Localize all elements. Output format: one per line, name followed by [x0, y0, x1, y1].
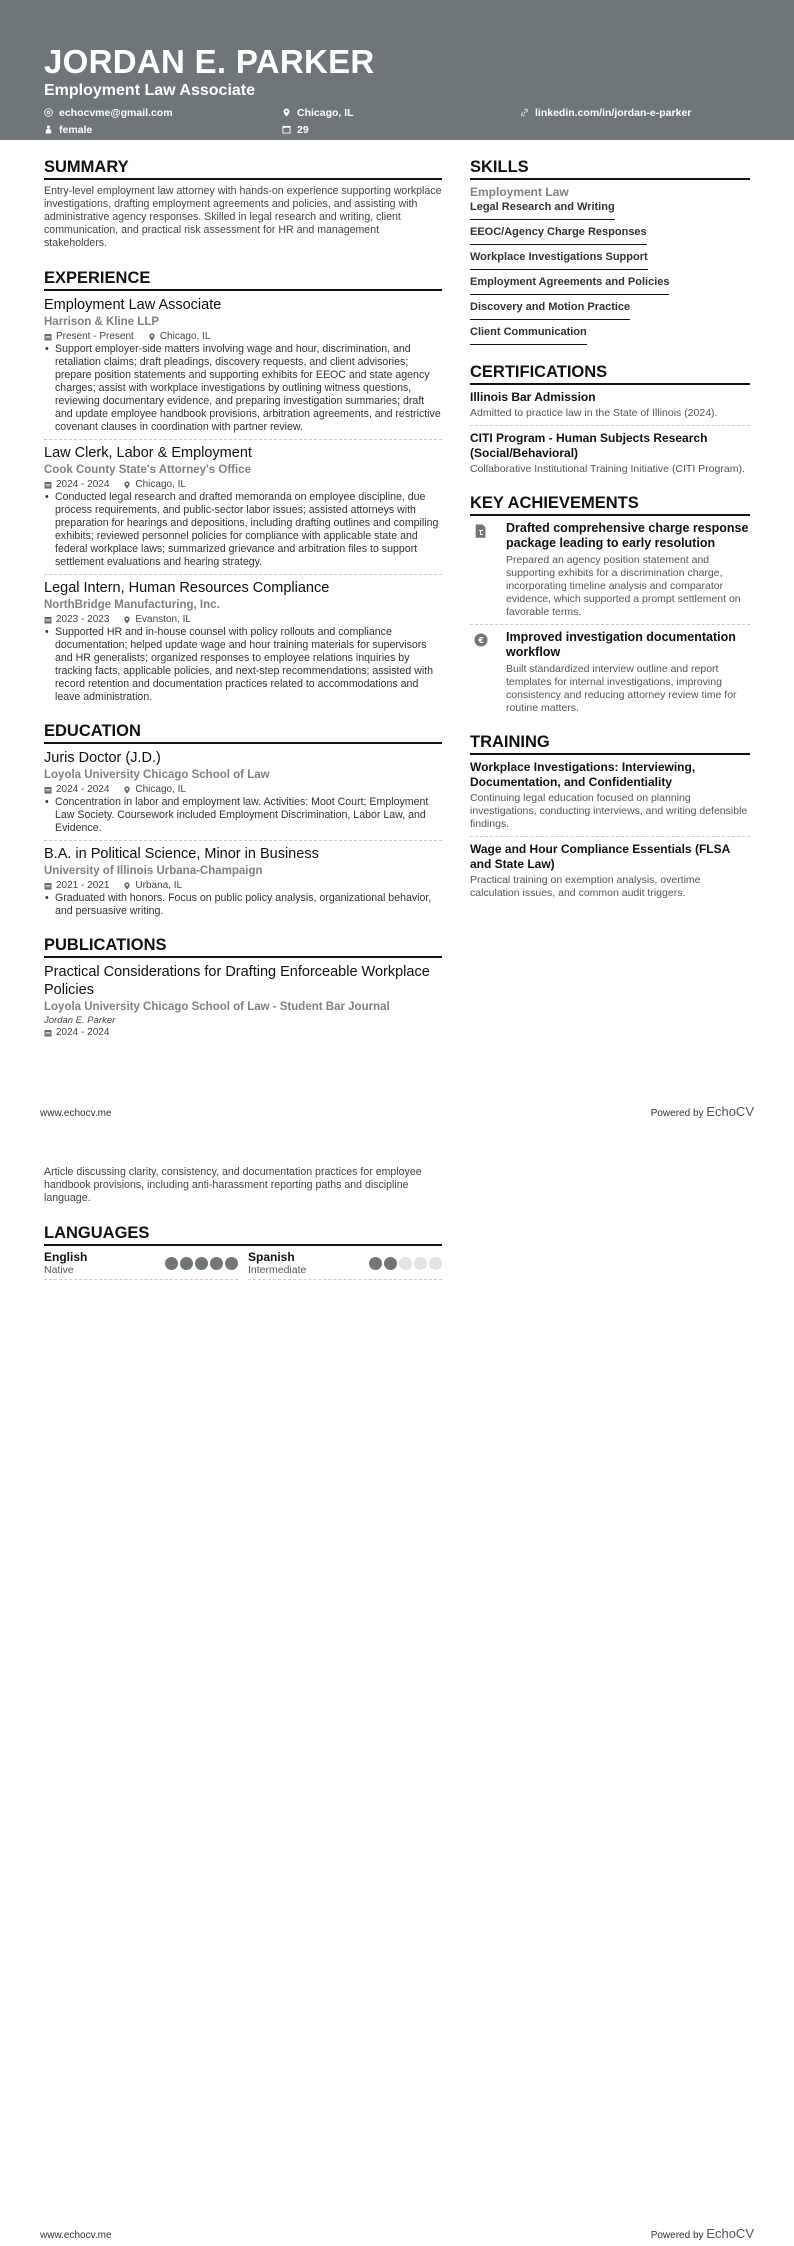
- training-section: [470, 732, 750, 905]
- job-title: Employment Law Associate: [44, 297, 222, 313]
- contact-info: [44, 105, 750, 137]
- page-footer: [40, 1104, 754, 1119]
- entry-location: Chicago, IL: [135, 479, 186, 490]
- job-title: Law Clerk, Labor & Employment: [44, 445, 252, 461]
- contact-location: [282, 105, 520, 120]
- brand-name: EchoCV: [706, 2226, 754, 2241]
- page-two-content: [44, 1166, 442, 1292]
- calendar-icon: [44, 1029, 52, 1037]
- entry-bullets: [44, 491, 442, 569]
- bullet: • Concentration in labor and employment law. Activities: Moot Court; Employment Law Society. Coursework included Employment Discrimination, Labor Law, and Evidence.: [44, 796, 442, 835]
- skill-item: Client Communication: [470, 325, 587, 345]
- location-pin-icon: [148, 333, 156, 341]
- certification-item: [470, 390, 750, 426]
- experience-section: [44, 268, 442, 709]
- school: University of Illinois Urbana-Champaign: [44, 865, 263, 877]
- email-text: echocvme@gmail.com: [59, 106, 173, 119]
- section-heading: TRAINING: [470, 732, 750, 755]
- entry-dates: Present - Present: [56, 331, 134, 342]
- calendar-icon: [44, 616, 52, 624]
- entry-meta: [44, 613, 442, 626]
- at-icon: [44, 108, 53, 117]
- candidate-name: JORDAN E. PARKER: [44, 43, 375, 80]
- training-item: [470, 842, 750, 905]
- education-section: [44, 721, 442, 923]
- rating-dot-empty: [399, 1257, 412, 1270]
- entry-meta: [44, 1026, 442, 1039]
- website-link[interactable]: www.echocv.me: [40, 2230, 112, 2241]
- entry-meta: [44, 330, 442, 343]
- employer: NorthBridge Manufacturing, Inc.: [44, 599, 220, 611]
- entry-dates: 2024 - 2024: [56, 479, 110, 490]
- entry-meta: [44, 879, 442, 892]
- location-pin-icon: [123, 481, 131, 489]
- location-pin-icon: [123, 616, 131, 624]
- language-level: Intermediate: [248, 1264, 307, 1276]
- section-heading: EDUCATION: [44, 721, 442, 744]
- languages-section: [44, 1223, 442, 1280]
- language-level: Native: [44, 1264, 74, 1276]
- experience-entry: [44, 579, 442, 709]
- achievement-title: Drafted comprehensive charge response package leading to early resolution: [506, 521, 749, 550]
- employer: Cook County State's Attorney's Office: [44, 464, 251, 476]
- contact-gender: [44, 122, 282, 137]
- entry-dates: 2024 - 2024: [56, 1027, 110, 1038]
- brand-name: EchoCV: [706, 1104, 754, 1119]
- achievement-description: Built standardized interview outline and report templates for internal investigations, improving consistency and reducing attorney review time for routine matters.: [506, 663, 737, 714]
- certification-description: Admitted to practice law in the State of Illinois (2024).: [470, 407, 718, 419]
- age-text: 29: [297, 123, 309, 136]
- training-title: Wage and Hour Compliance Essentials (FLSA and State Law): [470, 842, 730, 871]
- bullet: • Support employer-side matters involving wage and hour, discrimination, and retaliation claims; draft pleadings, discovery requests, and client advisories; prepare position statements and supporting exhibits for EEOC and state agency charges; assist with workplace investigations by outlining witness questions, reviewing documentary evidence, and preparing investigation summaries; draft and update employee handbook provisions, arbitration agreements, and restrictive covenant clauses in coordination with partner review.: [44, 343, 442, 434]
- linkedin-text: linkedin.com/in/jordan-e-parker: [535, 106, 692, 119]
- language-item: [248, 1251, 442, 1280]
- job-title: Legal Intern, Human Resources Compliance: [44, 580, 330, 596]
- gender-text: female: [59, 123, 93, 136]
- proficiency-rating: [369, 1257, 442, 1270]
- entry-location: Chicago, IL: [135, 784, 186, 795]
- rating-dot-filled: [195, 1257, 208, 1270]
- location-pin-icon: [123, 786, 131, 794]
- location-text: Chicago, IL: [297, 106, 354, 119]
- achievement-description: Prepared an agency position statement and supporting exhibits for a discrimination charge, incorporating timeline analysis and comparator evidence, which supported a prompt settlement on favorable terms.: [506, 554, 741, 618]
- languages-list: [44, 1251, 442, 1280]
- skill-item: Legal Research and Writing: [470, 200, 615, 220]
- document-icon: [470, 521, 492, 619]
- skill-category: Employment Law: [470, 185, 569, 199]
- entry-meta: [44, 478, 442, 491]
- calendar-icon: [44, 333, 52, 341]
- calendar-icon: [282, 125, 291, 134]
- achievement-item: [470, 521, 750, 625]
- language-name: English: [44, 1250, 88, 1264]
- calendar-icon: [44, 786, 52, 794]
- certifications-section: [470, 362, 750, 481]
- powered-by: Powered by EchoCV: [650, 1104, 754, 1119]
- rating-dot-filled: [369, 1257, 382, 1270]
- section-heading: SUMMARY: [44, 157, 442, 180]
- summary-text: Entry-level employment law attorney with hands-on experience supporting workplace investigations, drafting employment agreements and policies, and assisting with administrative agency responses. Skilled in legal research and writing, client communication, and practical risk assessment for HR and management stakeholders.: [44, 185, 442, 249]
- entry-location: Urbana, IL: [135, 880, 183, 891]
- training-title: Workplace Investigations: Interviewing, Documentation, and Confidentiality: [470, 760, 696, 789]
- certification-description: Collaborative Institutional Training Initiative (CITI Program).: [470, 463, 745, 475]
- publication-title: Practical Considerations for Drafting Enforceable Workplace Policies: [44, 964, 430, 998]
- entry-dates: 2024 - 2024: [56, 784, 110, 795]
- bullet: • Conducted legal research and drafted memoranda on employee discipline, due process requirements, and public-sector labor issues; assisted attorneys with preparation for hearings and depositions, including drafting outlines and compiling exhibits; reviewed personnel policies for compliance with applicable state and federal workplace laws; summarized grievance and arbitration files to support settlement evaluations and hearing strategy.: [44, 491, 442, 569]
- right-column: [470, 157, 750, 917]
- section-heading: PUBLICATIONS: [44, 935, 442, 958]
- publication-description: Article discussing clarity, consistency, and documentation practices for employee handbook provisions, including anti-harassment reporting paths and discipline language.: [44, 1166, 422, 1204]
- contact-age: [282, 122, 520, 137]
- language-name: Spanish: [248, 1250, 295, 1264]
- location-pin-icon: [123, 882, 131, 890]
- experience-entry: [44, 444, 442, 575]
- degree: B.A. in Political Science, Minor in Business: [44, 846, 319, 862]
- education-entry: [44, 845, 442, 923]
- rating-dot-filled: [180, 1257, 193, 1270]
- certification-title: CITI Program - Human Subjects Research (Social/Behavioral): [470, 431, 708, 460]
- page-footer: [40, 2226, 754, 2241]
- rating-dot-filled: [210, 1257, 223, 1270]
- proficiency-rating: [165, 1257, 238, 1270]
- calendar-icon: [44, 882, 52, 890]
- language-item: [44, 1251, 238, 1280]
- skill-item: EEOC/Agency Charge Responses: [470, 225, 647, 245]
- achievements-section: [470, 493, 750, 720]
- entry-bullets: [44, 343, 442, 434]
- skills-list: [470, 200, 750, 350]
- calendar-icon: [44, 481, 52, 489]
- rating-dot-empty: [414, 1257, 427, 1270]
- section-heading: CERTIFICATIONS: [470, 362, 750, 385]
- link-icon: [520, 108, 529, 117]
- contact-email[interactable]: [44, 105, 282, 120]
- bullet: • Graduated with honors. Focus on public policy analysis, organizational behavior, and persuasive writing.: [44, 892, 442, 918]
- entry-bullets: [44, 626, 442, 704]
- rating-dot-filled: [165, 1257, 178, 1270]
- left-column: [44, 157, 442, 1056]
- training-description: Continuing legal education focused on planning investigations, conducting interviews, and writing defensible findings.: [470, 792, 748, 830]
- rating-dot-filled: [384, 1257, 397, 1270]
- summary-section: [44, 157, 442, 250]
- publications-section: [44, 935, 442, 1044]
- training-description: Practical training on exemption analysis, overtime calculation issues, and common audit triggers.: [470, 874, 701, 899]
- website-link[interactable]: www.echocv.me: [40, 1108, 112, 1119]
- entry-location: Evanston, IL: [135, 614, 191, 625]
- publication-entry: [44, 963, 442, 1044]
- education-entry: [44, 749, 442, 841]
- skill-item: Workplace Investigations Support: [470, 250, 648, 270]
- section-heading: KEY ACHIEVEMENTS: [470, 493, 750, 516]
- achievement-item: [470, 630, 750, 720]
- resume-header: [0, 0, 794, 140]
- skills-section: [470, 157, 750, 350]
- rating-dot-filled: [225, 1257, 238, 1270]
- euro-coin-icon: [470, 630, 492, 715]
- skill-item: Employment Agreements and Policies: [470, 275, 669, 295]
- training-item: [470, 760, 750, 837]
- entry-bullets: [44, 892, 442, 918]
- person-icon: [44, 125, 53, 134]
- school: Loyola University Chicago School of Law: [44, 769, 270, 781]
- svg-text:€: €: [478, 636, 484, 645]
- section-heading: EXPERIENCE: [44, 268, 442, 291]
- certification-title: Illinois Bar Admission: [470, 390, 596, 404]
- location-pin-icon: [282, 108, 291, 117]
- section-heading: SKILLS: [470, 157, 750, 180]
- bullet: • Supported HR and in-house counsel with policy rollouts and compliance documentation; helped update wage and hour training materials for supervisors and HR generalists; organized responses to employee relations inquiries by tracking facts, applicable policies, and next-step recommendations; assisted with record retention and documentation practices related to accommodations and leave administration.: [44, 626, 442, 704]
- achievement-title: Improved investigation documentation workflow: [506, 630, 736, 659]
- skill-item: Discovery and Motion Practice: [470, 300, 630, 320]
- entry-meta: [44, 783, 442, 796]
- entry-dates: 2021 - 2021: [56, 880, 110, 891]
- publisher: Loyola University Chicago School of Law - Student Bar Journal: [44, 1001, 390, 1013]
- contact-linkedin[interactable]: [520, 105, 758, 120]
- employer: Harrison & Kline LLP: [44, 316, 160, 328]
- entry-location: Chicago, IL: [159, 331, 211, 342]
- rating-dot-empty: [429, 1257, 442, 1270]
- experience-entry: [44, 296, 442, 440]
- entry-bullets: [44, 796, 442, 835]
- degree: Juris Doctor (J.D.): [44, 750, 161, 766]
- publication-author: Jordan E. Parker: [44, 1015, 116, 1026]
- entry-dates: 2023 - 2023: [56, 614, 110, 625]
- powered-by: Powered by EchoCV: [650, 2226, 754, 2241]
- section-heading: LANGUAGES: [44, 1223, 442, 1246]
- certification-item: [470, 431, 750, 481]
- candidate-title: Employment Law Associate: [44, 82, 256, 99]
